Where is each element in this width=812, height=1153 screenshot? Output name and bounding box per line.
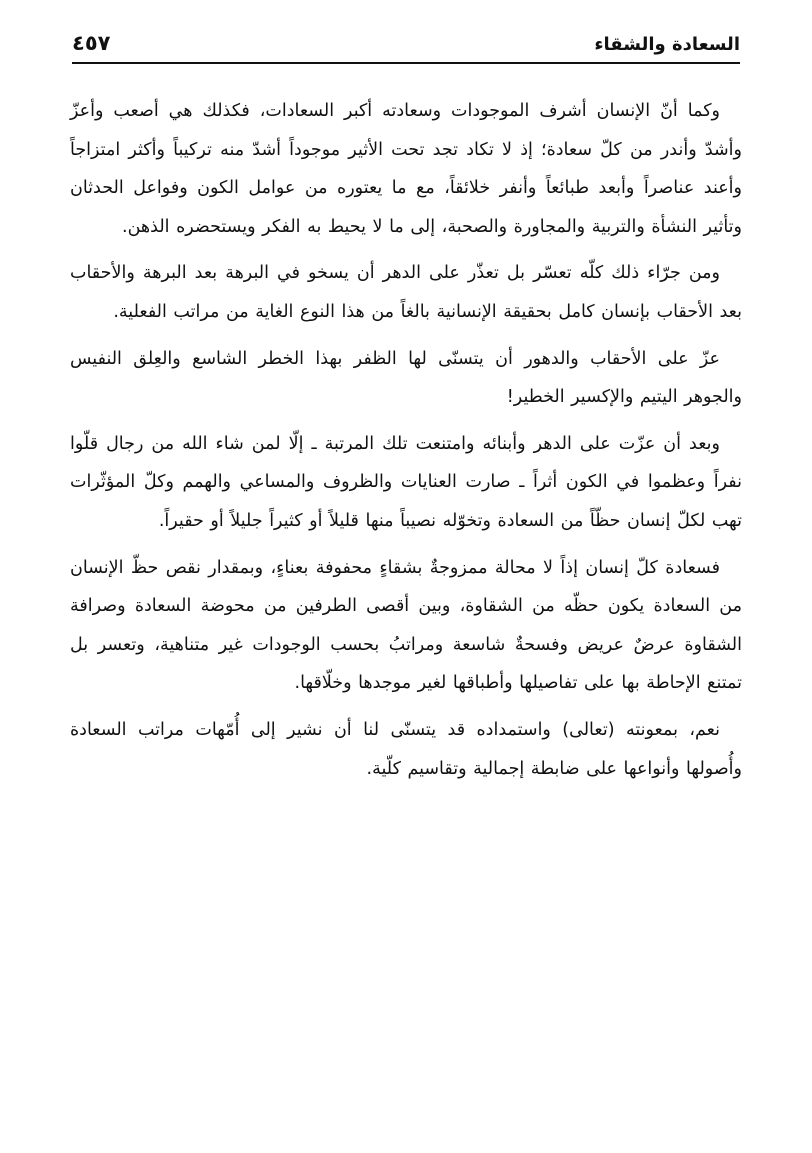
paragraph-6: نعم، بمعونته (تعالى) واستمداده قد يتسنّى لنا أن نشير إلى أُمّهات مراتب السعادة وأُصولها وأنواعها على ضابطة إجمالية وتقاسيم كلّية. [70, 719, 742, 779]
paragraph-5: فسعادة كلّ إنسان إذاً لا محالة ممزوجةٌ بشقاءٍ محفوفة بعناءٍ، وبمقدار نقص حظّ الإنسان من السعادة يكون حظّه من الشقاوة، وبين أقصى الطرفين من محوضة السعادة وصرافة الشقاوة عرضٌ عريض وفسحةٌ شاسعة ومراتبُ بحسب الوجودات غير متناهية، وتعسر بل تمتنع الإحاطة بها على تفاصيلها وأطباقها لغير موجدها وخلّاقها. [70, 557, 742, 694]
paragraph-2: ومن جرّاء ذلك كلّه تعسّر بل تعذّر على الدهر أن يسخو في البرهة بعد البرهة والأحقاب بعد الأحقاب بإنسان كامل بحقيقة الإنسانية بالغاً من هذا النوع الغاية من مراتب الفعلية. [70, 263, 742, 322]
body-text [70, 92, 742, 796]
running-title: السعادة والشقاء [594, 34, 740, 55]
page-number: ٤٥٧ [72, 31, 111, 55]
paragraph-4: وبعد أن عزّت على الدهر وأبنائه وامتنعت تلك المرتبة ـ إلّا لمن شاء الله من رجال قلّوا نفراً وعظموا في الكون أثراً ـ صارت العنايات والظروف والمساعي والهمم وكلّ المؤثّرات تهب لكلّ إنسان حظّاً من السعادة وتخوّله نصيباً منها قليلاً أو كثيراً جليلاً أو حقيراً. [70, 433, 742, 531]
paragraph-3: عزّ على الأحقاب والدهور أن يتسنّى لها الظفر بهذا الخطر الشاسع والعِلق النفيس والجوهر اليتيم والإكسير الخطير! [70, 348, 742, 408]
page-header [72, 30, 740, 64]
header-rule [72, 62, 740, 64]
paragraph-1: وكما أنّ الإنسان أشرف الموجودات وسعادته أكبر السعادات، فكذلك هي أصعب وأعزّ وأشدّ وأندر من كلّ سعادة؛ إذ لا تكاد تجد تحت الأثير موجوداً أشدّ منه تركيباً وأكثر امتزاجاً وأعند عناصراً وأبعد طبائعاً وأنفر خلائقاً، مع ما يعتوره من عوامل الكون وفواعل الحدثان وتأثير النشأة والتربية والمجاورة والصحبة، إلى ما لا يحيط به الفكر ويستحضره الذهن. [70, 101, 742, 237]
